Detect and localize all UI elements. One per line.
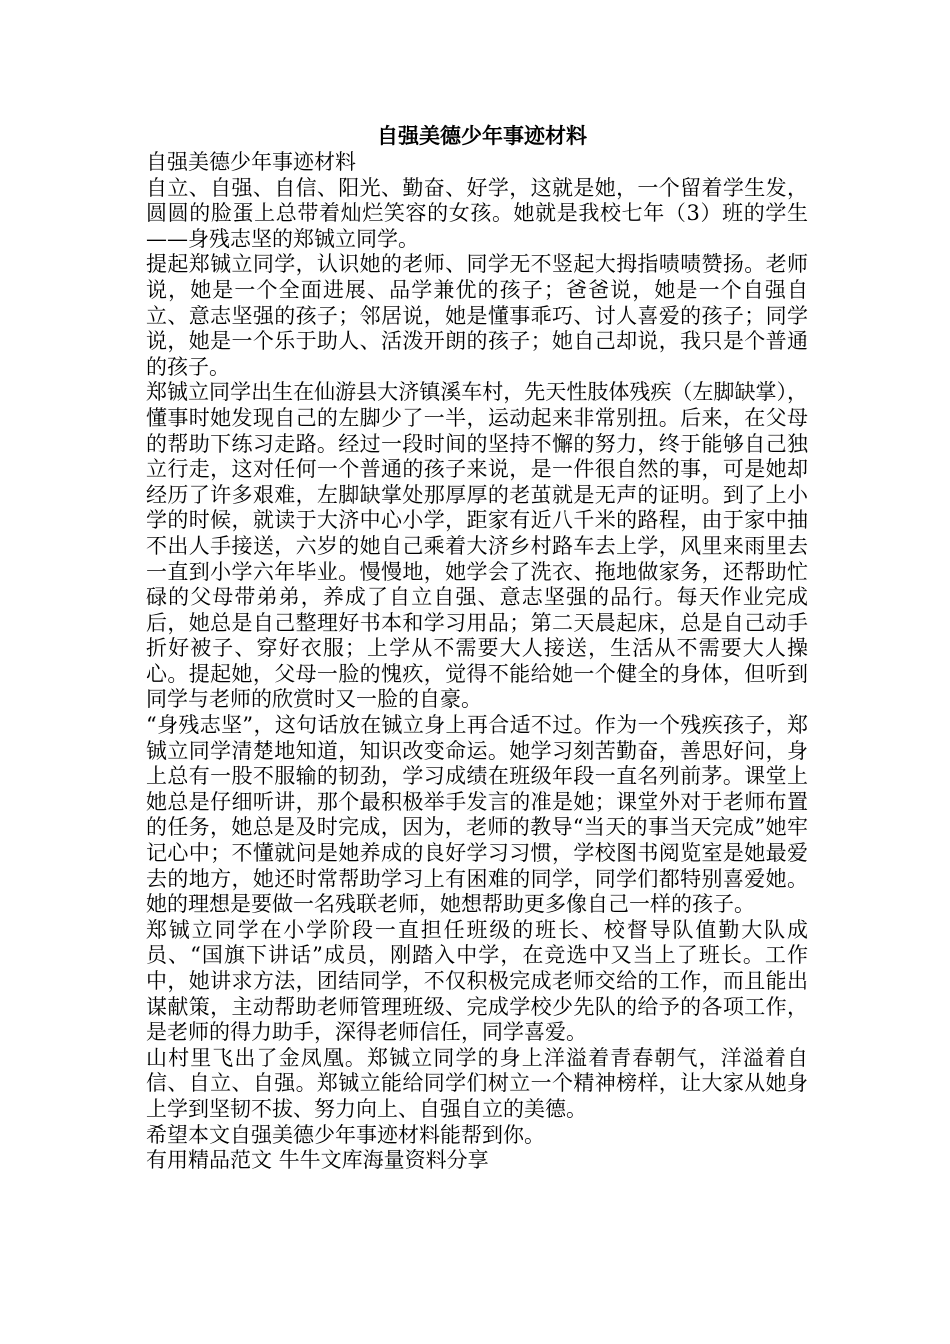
paragraph-footer: 有用精品范文 牛牛文库海量资料分享 (146, 1148, 489, 1173)
paragraph-subtitle: 自强美德少年事迹材料 (146, 150, 356, 174)
paragraph-background: 郑铖立同学出生在仙游县大济镇溪车村，先天性肢体残疾（左脚缺掌），懂事时她发现自己的左脚少了一半，运动起来非常别扭。后来，在父母的帮助下练习走路。经过一段时间的坚持不懈的努力，终于能够自己独立行走，这对任何一个普通的孩子来说，是一件很自然的事，可是她却经历了许多艰难，左脚缺掌处那厚厚的老茧就是无声的证明。到了上小学的时候，就读于大济中心小学，距家有近八千米的路程，由于家中抽不出人手接送，六岁的她自己乘着大济乡村路车去上学，风里来雨里去一直到小学六年毕业。慢慢地，她学会了洗衣、拖地做家务，还帮助忙碌的父母带弟弟，养成了自立自强、意志坚强的品行。每天作业完成后，她总是自己整理好书本和学习用品；第二天晨起床，总是自己动手折好被子、穿好衣服；上学从不需要大人接送，生活从不需要大人操心。提起她，父母一脸的愧疚，觉得不能给她一个健全的身体，但听到同学与老师的欣赏时又一脸的自豪。 (146, 380, 808, 712)
document-body (146, 122, 808, 1174)
paragraph-conclusion: 山村里飞出了金凤凰。郑铖立同学的身上洋溢着青春朝气，洋溢着自信、自立、自强。郑铖立能给同学们树立一个精神榜样，让大家从她身上学到坚韧不拔、努力向上、自强自立的美德。 (146, 1045, 808, 1121)
document-title: 自强美德少年事迹材料 (377, 123, 587, 148)
paragraph-closing: 希望本文自强美德少年事迹材料能帮到你。 (146, 1122, 545, 1147)
paragraph-study: “身残志坚”，这句话放在铖立身上再合适不过。作为一个残疾孩子，郑铖立同学清楚地知道，知识改变命运。她学习刻苦勤奋，善思好问，身上总有一股不服输的韧劲，学习成绩在班级年段一直名列前茅。课堂上她总是仔细听讲，那个最积极举手发言的准是她；课堂外对于老师布置的任务，她总是及时完成，因为，老师的教导“当天的事当天完成”她牢记心中；不懂就问是她养成的良好学习习惯，学校图书阅览室是她最爱去的地方，她还时常帮助学习上有困难的同学，同学们都特别喜爱她。她的理想是要做一名残联老师，她想帮助更多像自己一样的孩子。 (146, 713, 808, 917)
paragraph-leadership: 郑铖立同学在小学阶段一直担任班级的班长、校督导队值勤大队成员、“国旗下讲话”成员，刚踏入中学，在竞选中又当上了班长。工作中，她讲求方法，团结同学，不仅积极完成老师交给的工作，而且能出谋献策，主动帮助老师管理班级、完成学校少先队的给予的各项工作，是老师的得力助手，深得老师信任，同学喜爱。 (146, 917, 808, 1045)
paragraph-intro: 自立、自强、自信、阳光、勤奋、好学，这就是她，一个留着学生发，圆圆的脸蛋上总带着灿烂笑容的女孩。她就是我校七年（3）班的学生——身残志坚的郑铖立同学。 (146, 175, 808, 251)
paragraph-praise: 提起郑铖立同学，认识她的老师、同学无不竖起大拇指啧啧赞扬。老师说，她是一个全面进展、品学兼优的孩子；爸爸说，她是一个自强自立、意志坚强的孩子；邻居说，她是懂事乖巧、讨人喜爱的孩子；同学说，她是一个乐于助人、活泼开朗的孩子；她自己却说，我只是个普通的孩子。 (146, 252, 808, 379)
